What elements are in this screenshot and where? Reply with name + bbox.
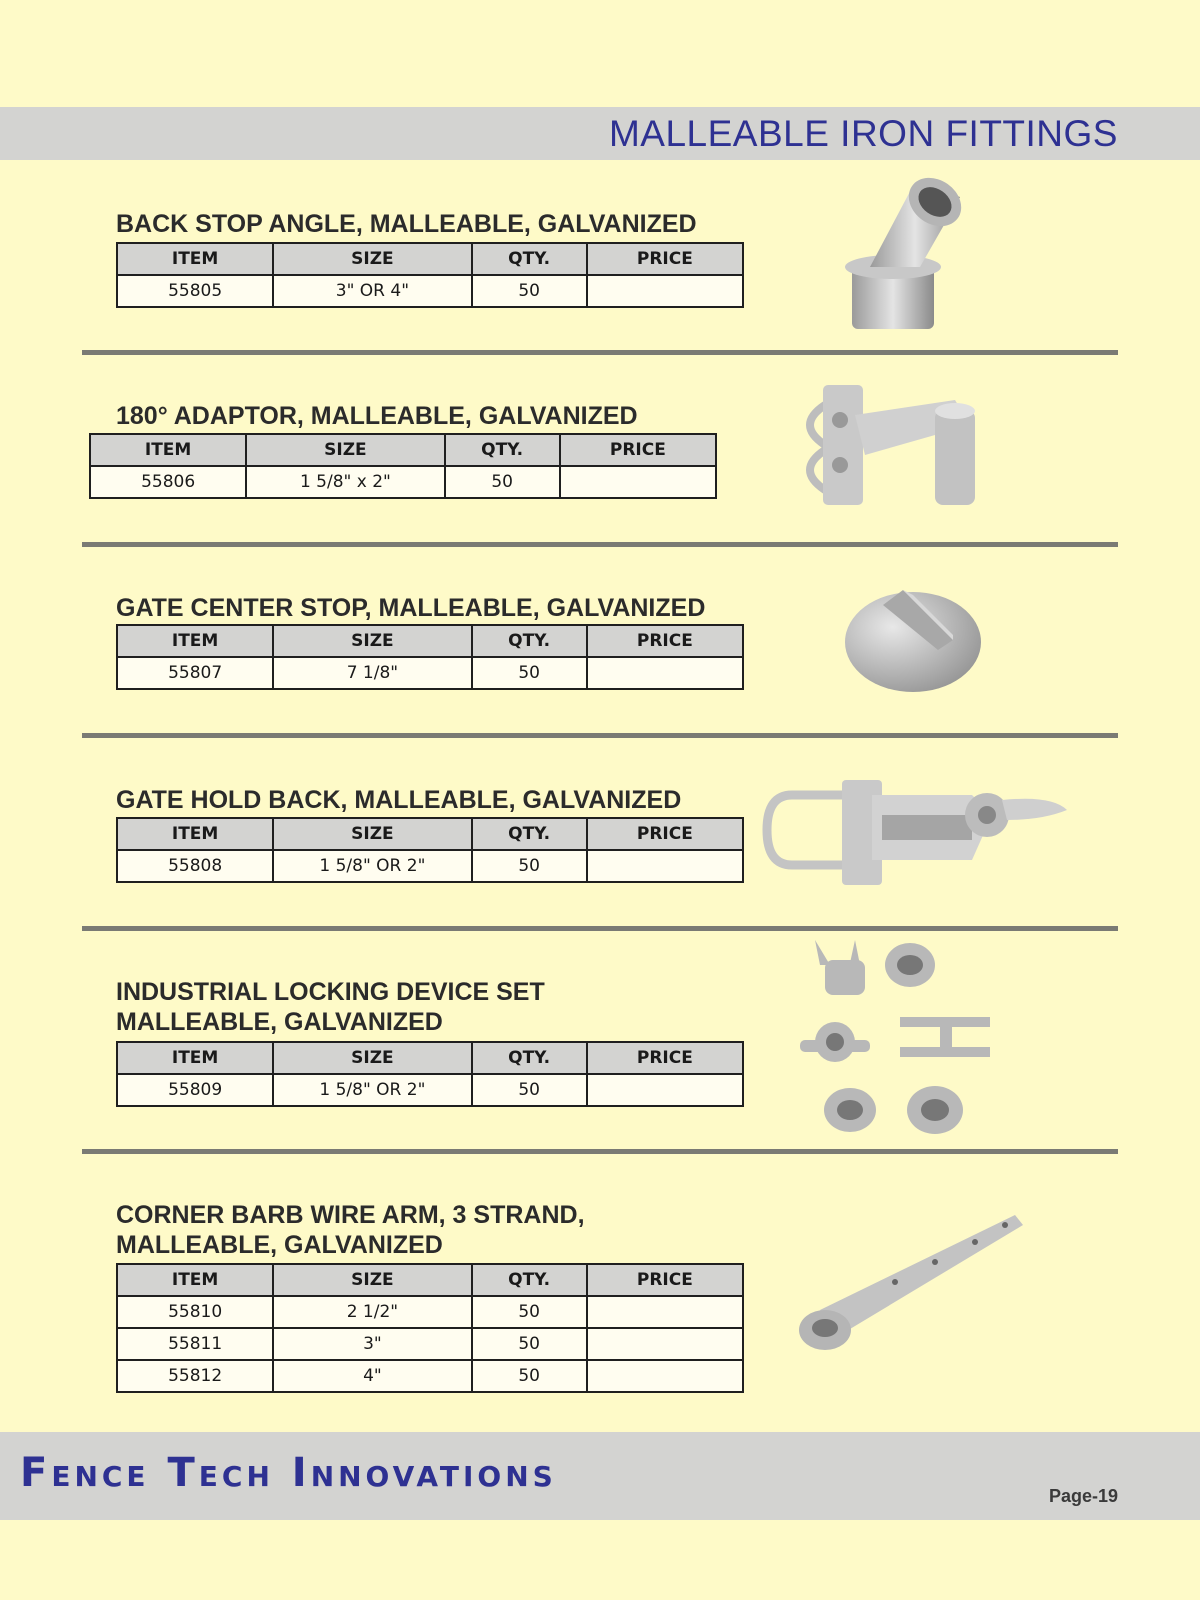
- product-title: 180° ADAPTOR, MALLEABLE, GALVANIZED: [116, 402, 638, 430]
- table-row: [117, 1074, 743, 1106]
- column-header-item: ITEM: [117, 1042, 273, 1074]
- table-row: [117, 275, 743, 307]
- cell-qty: 50: [472, 1074, 587, 1106]
- table-row: [117, 1360, 743, 1392]
- column-header-size: SIZE: [246, 434, 444, 466]
- column-header-price: PRICE: [587, 818, 743, 850]
- column-header-size: SIZE: [273, 1264, 471, 1296]
- page-title: MALLEABLE IRON FITTINGS: [608, 113, 1118, 154]
- cell-size: 1 5/8" OR 2": [273, 1074, 471, 1106]
- column-header-price: PRICE: [587, 625, 743, 657]
- cell-price: [587, 1360, 743, 1392]
- column-header-qty: QTY.: [472, 243, 587, 275]
- table-header-row: [117, 625, 743, 657]
- column-header-size: SIZE: [273, 243, 471, 275]
- table-header-row: [117, 1042, 743, 1074]
- cell-qty: 50: [472, 1328, 587, 1360]
- column-header-price: PRICE: [587, 243, 743, 275]
- cell-price: [587, 850, 743, 882]
- product-title: GATE CENTER STOP, MALLEABLE, GALVANIZED: [116, 594, 706, 622]
- brand-logo-text: Fence Tech Innovations: [20, 1450, 557, 1496]
- section-divider: [82, 350, 1118, 355]
- page-number: Page-19: [1048, 1486, 1118, 1506]
- table-row: [117, 1328, 743, 1360]
- table-header-row: [90, 434, 716, 466]
- cell-item: 55805: [117, 275, 273, 307]
- product-title: GATE HOLD BACK, MALLEABLE, GALVANIZED: [116, 786, 682, 814]
- column-header-item: ITEM: [117, 625, 273, 657]
- column-header-item: ITEM: [90, 434, 246, 466]
- gate-hold-back-image: [762, 775, 1072, 890]
- cell-qty: 50: [472, 1360, 587, 1392]
- cell-price: [560, 466, 716, 498]
- product-table: [116, 817, 744, 883]
- cell-price: [587, 1074, 743, 1106]
- column-header-qty: QTY.: [472, 1042, 587, 1074]
- column-header-price: PRICE: [587, 1042, 743, 1074]
- cell-qty: 50: [472, 850, 587, 882]
- product-table: [116, 624, 744, 690]
- table-row: [117, 1296, 743, 1328]
- cell-item: 55808: [117, 850, 273, 882]
- table-row: [117, 850, 743, 882]
- cell-item: 55810: [117, 1296, 273, 1328]
- cell-size: 3" OR 4": [273, 275, 471, 307]
- cell-price: [587, 275, 743, 307]
- cell-size: 2 1/2": [273, 1296, 471, 1328]
- product-title-line2: MALLEABLE, GALVANIZED: [116, 1008, 443, 1036]
- cell-qty: 50: [445, 466, 560, 498]
- column-header-price: PRICE: [587, 1264, 743, 1296]
- column-header-price: PRICE: [560, 434, 716, 466]
- cell-qty: 50: [472, 275, 587, 307]
- product-table: [116, 1263, 744, 1393]
- column-header-size: SIZE: [273, 1042, 471, 1074]
- cell-size: 1 5/8" x 2": [246, 466, 444, 498]
- table-header-row: [117, 818, 743, 850]
- cell-item: 55807: [117, 657, 273, 689]
- back-stop-angle-image: [840, 172, 990, 340]
- cell-item: 55806: [90, 466, 246, 498]
- table-row: [90, 466, 716, 498]
- column-header-item: ITEM: [117, 243, 273, 275]
- table-row: [117, 657, 743, 689]
- cell-price: [587, 1328, 743, 1360]
- table-header-row: [117, 243, 743, 275]
- cell-size: 4": [273, 1360, 471, 1392]
- table-header-row: [117, 1264, 743, 1296]
- column-header-qty: QTY.: [472, 625, 587, 657]
- product-title: BACK STOP ANGLE, MALLEABLE, GALVANIZED: [116, 210, 697, 238]
- adaptor-180-image: [795, 375, 1035, 520]
- corner-barb-wire-arm-image: [795, 1210, 1035, 1370]
- cell-qty: 50: [472, 657, 587, 689]
- cell-item: 55809: [117, 1074, 273, 1106]
- gate-center-stop-image: [843, 585, 983, 695]
- column-header-size: SIZE: [273, 625, 471, 657]
- product-title-line1: CORNER BARB WIRE ARM, 3 STRAND,: [116, 1201, 585, 1229]
- section-divider: [82, 1149, 1118, 1154]
- product-table: [116, 242, 744, 308]
- cell-size: 7 1/8": [273, 657, 471, 689]
- column-header-qty: QTY.: [472, 1264, 587, 1296]
- cell-price: [587, 657, 743, 689]
- cell-item: 55812: [117, 1360, 273, 1392]
- column-header-qty: QTY.: [445, 434, 560, 466]
- cell-size: 1 5/8" OR 2": [273, 850, 471, 882]
- header-band: [0, 107, 1200, 160]
- column-header-item: ITEM: [117, 818, 273, 850]
- footer-band: [0, 1432, 1200, 1520]
- product-table: [89, 433, 717, 499]
- product-title-line2: MALLEABLE, GALVANIZED: [116, 1231, 443, 1259]
- industrial-locking-device-image: [800, 935, 1030, 1145]
- section-divider: [82, 542, 1118, 547]
- column-header-qty: QTY.: [472, 818, 587, 850]
- section-divider: [82, 926, 1118, 931]
- cell-item: 55811: [117, 1328, 273, 1360]
- product-table: [116, 1041, 744, 1107]
- section-divider: [82, 733, 1118, 738]
- product-title-line1: INDUSTRIAL LOCKING DEVICE SET: [116, 978, 545, 1006]
- cell-price: [587, 1296, 743, 1328]
- column-header-item: ITEM: [117, 1264, 273, 1296]
- column-header-size: SIZE: [273, 818, 471, 850]
- cell-qty: 50: [472, 1296, 587, 1328]
- cell-size: 3": [273, 1328, 471, 1360]
